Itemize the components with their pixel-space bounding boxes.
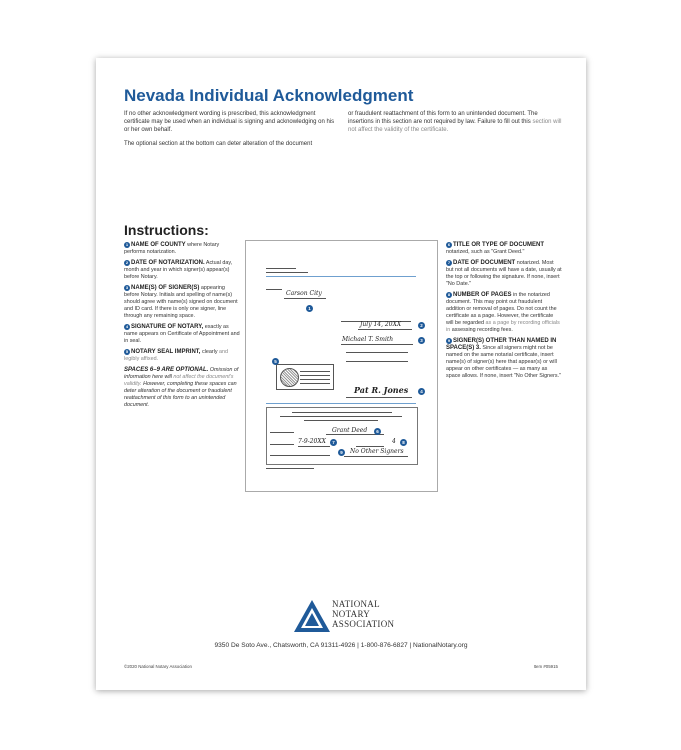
- cert-county-value: Carson City: [286, 290, 322, 297]
- document-page: [96, 58, 586, 690]
- footer-address: 9350 De Soto Ave., Chatsworth, CA 91311-4926 | 1-800-876-6827 | NationalNotary.org: [214, 642, 468, 649]
- intro-paragraph: If no other acknowledgment wording is prescribed, this acknowledgment certificate may be used when an individual is signing and acknowledging on his or her own behalf.: [124, 111, 335, 133]
- optional-label-line: [270, 455, 330, 456]
- other-signers-value: No Other Signers: [350, 448, 404, 455]
- notary-seal-imprint: [276, 364, 334, 390]
- cert-marker: 7: [330, 439, 337, 446]
- optional-label-line: [270, 432, 294, 433]
- step-number-badge: 7: [447, 260, 451, 265]
- footer-copyright: ©2020 National Notary Association: [124, 664, 192, 669]
- instruction-item: [124, 260, 240, 281]
- instruction-label: TITLE OR TYPE OF DOCUMENT: [453, 242, 544, 248]
- cert-header-rule: [266, 272, 308, 273]
- cert-date-line: [358, 329, 412, 330]
- instruction-label: NAME(S) OF SIGNER(S): [131, 285, 200, 291]
- cert-blue-rule: [266, 403, 416, 404]
- notary-signature: Pat R. Jones: [354, 385, 409, 395]
- optional-text: However, completing these spaces can deter alteration of the document or fraudulent reattachment of this form to an unintended document.: [124, 381, 237, 408]
- step-number-badge: 4: [125, 324, 129, 329]
- optional-heading-line: [280, 416, 402, 417]
- instruction-label: NOTARY SEAL IMPRINT,: [131, 349, 201, 355]
- cert-marker: 1: [306, 305, 313, 312]
- other-signers-line: [344, 456, 408, 457]
- instruction-item: [124, 242, 240, 256]
- optional-heading-line: [304, 420, 378, 421]
- cert-marker: 5: [272, 358, 279, 365]
- document-date-value: 7-9-20XX: [298, 438, 326, 445]
- logo-line: NOTARY: [332, 609, 371, 619]
- intro-text: or fraudulent reattachment of this form to an unintended document. The insertions in this section are not required by law. Failure to fill out this: [348, 111, 538, 125]
- sample-certificate: [245, 240, 438, 492]
- instruction-label: DATE OF NOTARIZATION.: [131, 260, 205, 266]
- instruction-label: NAME OF COUNTY: [131, 242, 186, 248]
- cert-marker: 4: [418, 388, 425, 395]
- instruction-item: [446, 242, 562, 256]
- optional-muted-text: not affect the document's validity.: [124, 374, 234, 387]
- instruction-text: in the notarized document. This may point out fraudulent addition or removal of pages. Do not count the certificate as a page. However, the certificate will be regarded: [446, 292, 557, 326]
- instruction-text: Since all signers might not be named on the same notarial certificate, insert name(s) of signer(s) here that appear(s) or will appear on other certificates — as many as space allows. If none, insert "No Other Signers.": [446, 345, 561, 379]
- cert-footer-line: [266, 468, 314, 469]
- instruction-label: DATE OF DOCUMENT: [453, 260, 516, 266]
- nna-logo-text: [332, 599, 394, 629]
- instruction-text: Actual day, month and year in which signer(s) appear(s) before Notary.: [124, 260, 233, 280]
- instruction-muted-text: and legibly affixed.: [124, 349, 229, 362]
- instruction-item: [446, 338, 562, 380]
- instruction-muted-text: as a page by recording officials in: [446, 320, 560, 333]
- cert-marker: 6: [374, 428, 381, 435]
- instruction-text: notarized, such as "Grant Deed.": [446, 249, 525, 255]
- instruction-label: SIGNER(S) OTHER THAN NAMED IN SPACE(S) 3.: [446, 338, 557, 351]
- intro-right: [348, 110, 562, 140]
- cert-date-value: July 14, 20XX: [360, 321, 402, 328]
- cert-marker: 2: [418, 322, 425, 329]
- instruction-item: [446, 260, 562, 288]
- instruction-text: assessing recording fees.: [450, 327, 513, 333]
- cert-marker: 8: [400, 439, 407, 446]
- instruction-text: where Notary performs notarization.: [124, 242, 220, 255]
- step-number-badge: 6: [447, 242, 451, 247]
- cert-signer-line: [341, 344, 413, 345]
- instruction-item: [124, 324, 240, 345]
- instructions-heading: Instructions:: [124, 222, 209, 238]
- instruction-text: appearing before Notary. Initials and spelling of name(s) should agree with name(s) signed on document and ID card. If there is only one signer, line through any remaining space.: [124, 285, 238, 319]
- optional-label-line: [270, 444, 294, 445]
- pages-line: [356, 446, 384, 447]
- logo-line: NATIONAL: [332, 599, 380, 609]
- seal-text-placeholder: [300, 369, 330, 384]
- cert-county-line: [284, 298, 326, 299]
- cert-state-line: [266, 289, 282, 290]
- step-number-badge: 8: [447, 292, 451, 297]
- instruction-item: [124, 349, 240, 363]
- cert-marker: 3: [418, 337, 425, 344]
- intro-muted-text: section will not affect the validity of the certificate.: [348, 119, 562, 133]
- cert-body-line: [346, 361, 408, 362]
- optional-label: SPACES 6–9 ARE OPTIONAL.: [124, 367, 209, 373]
- step-number-badge: 9: [447, 338, 451, 343]
- cert-body-line: [346, 352, 408, 353]
- instruction-label: SIGNATURE OF NOTARY,: [131, 324, 204, 330]
- intro-paragraph: [348, 110, 562, 134]
- instruction-text: notarized. Most but not all documents will have a date, usually at the top or following the signature. If none, insert "No Date.": [446, 260, 562, 287]
- instruction-item: [124, 285, 240, 320]
- cert-header-rule: [266, 268, 296, 269]
- intro-left: [124, 110, 336, 154]
- document-title-value: Grant Deed: [332, 427, 368, 434]
- instruction-item: [446, 292, 562, 334]
- logo-line: ASSOCIATION: [332, 619, 395, 629]
- cert-signature-line: [346, 397, 412, 398]
- cert-marker: 9: [338, 449, 345, 456]
- instructions-right-column: [446, 242, 562, 384]
- nna-logo-icon: [292, 598, 332, 634]
- document-date-line: [298, 446, 330, 447]
- instruction-text: exactly as name appears on Certificate of Appointment and in seal.: [124, 324, 240, 344]
- optional-heading-line: [292, 412, 392, 413]
- seal-emblem-icon: [280, 368, 299, 387]
- optional-text: Omission of information here will: [124, 367, 239, 380]
- instruction-text: clearly: [200, 349, 218, 355]
- step-number-badge: 5: [125, 349, 129, 354]
- intro-paragraph: The optional section at the bottom can deter alteration of the document: [124, 141, 313, 147]
- step-number-badge: 1: [125, 242, 129, 247]
- instruction-label: NUMBER OF PAGES: [453, 292, 512, 298]
- cert-blue-rule: [266, 276, 416, 277]
- step-number-badge: 2: [125, 260, 129, 265]
- pages-value: 4: [392, 438, 396, 445]
- cert-signer-value: Michael T. Smith: [342, 336, 394, 343]
- page-title: Nevada Individual Acknowledgment: [124, 86, 414, 105]
- optional-note: [124, 367, 240, 409]
- step-number-badge: 3: [125, 285, 129, 290]
- instructions-left-column: [124, 242, 240, 413]
- footer-item-number: Item #05915: [533, 664, 558, 669]
